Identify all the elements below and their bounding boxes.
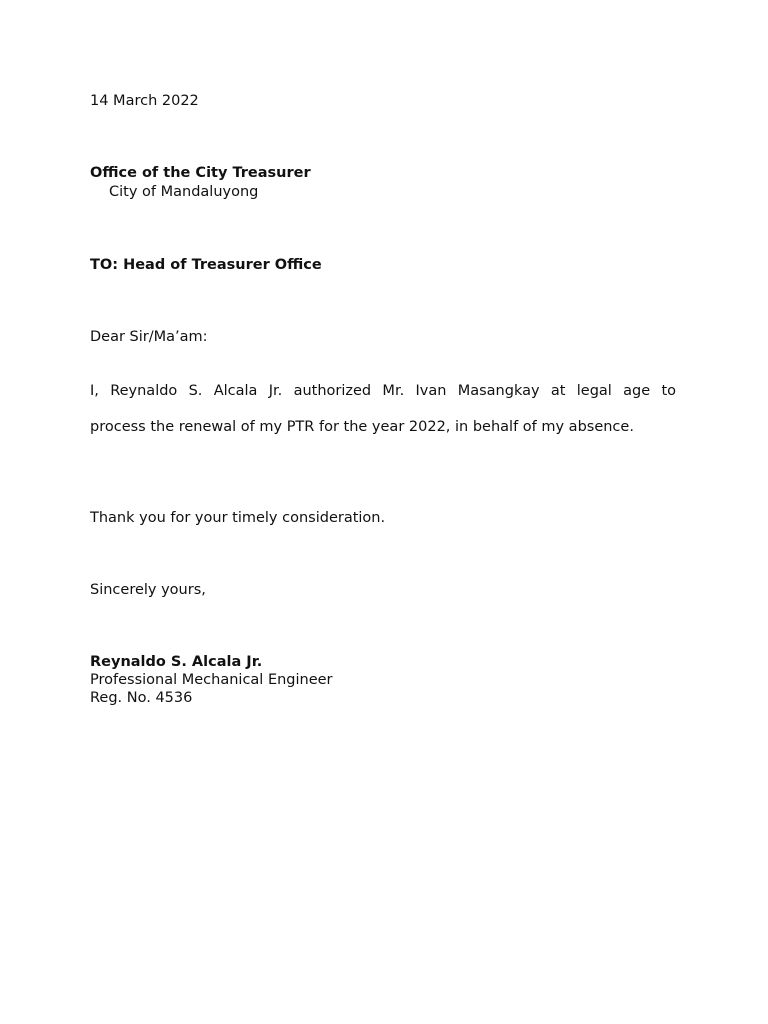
signatory-name: Reynaldo S. Alcala Jr. (90, 654, 263, 670)
thanks-line: Thank you for your timely consideration. (90, 510, 386, 526)
letter-date: 14 March 2022 (90, 93, 199, 109)
office-city: City of Mandaluyong (109, 184, 259, 200)
signatory-reg-no: Reg. No. 4536 (90, 690, 193, 706)
office-name: Office of the City Treasurer (90, 165, 311, 181)
salutation: Dear Sir/Ma’am: (90, 329, 208, 345)
signatory-title: Professional Mechanical Engineer (90, 672, 333, 688)
body-line-2: process the renewal of my PTR for the year 2022, in behalf of my absence. (90, 419, 634, 435)
closing-line: Sincerely yours, (90, 582, 206, 598)
recipient-line: TO: Head of Treasurer Office (90, 257, 322, 273)
body-line-1: I, Reynaldo S. Alcala Jr. authorized Mr. Ivan Masangkay at legal age to (90, 383, 676, 399)
